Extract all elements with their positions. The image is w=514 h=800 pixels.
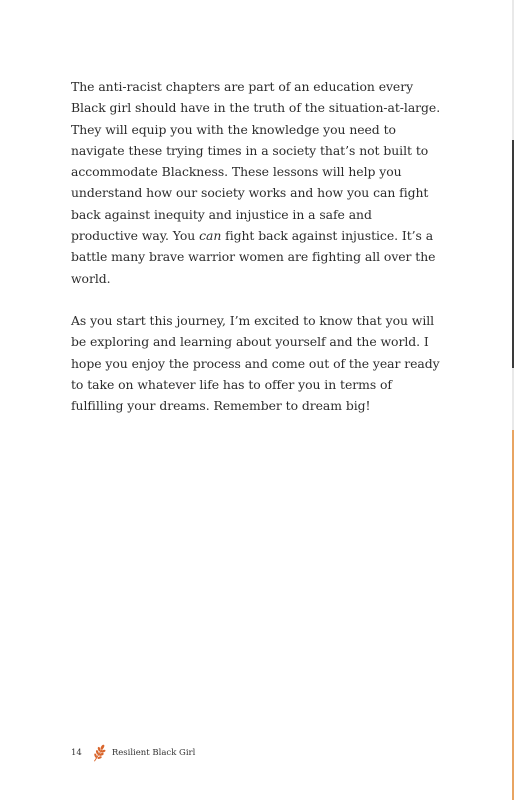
- page-footer: [71, 744, 195, 762]
- body-text: [71, 76, 441, 437]
- emphasis-can: can: [199, 228, 222, 244]
- wheat-sprig-icon: [92, 744, 106, 762]
- book-title: Resilient Black Girl: [111, 748, 196, 758]
- page-number: 14: [71, 748, 82, 758]
- paragraph-2: As you start this journey, I’m excited to know that you will be exploring and learning about yourself and the world. I hope you enjoy the process and come out of the year ready to take on whatever life has to offer you in terms of fulfilling your dreams. Remember to dream big!: [71, 312, 440, 414]
- paragraph-1: The anti-racist chapters are part of an education every Black girl should have in the truth of the situation-at-large. They will equip you with the knowledge you need to navigate these trying times in a society that’s not built to accommodate Blackness. These lessons will help you understand how our society works and how you can fight back against inequity and injustice in a safe and productive way. You can fight back against injustice. It’s a battle many brave warrior women are fighting all over the world.: [71, 79, 441, 286]
